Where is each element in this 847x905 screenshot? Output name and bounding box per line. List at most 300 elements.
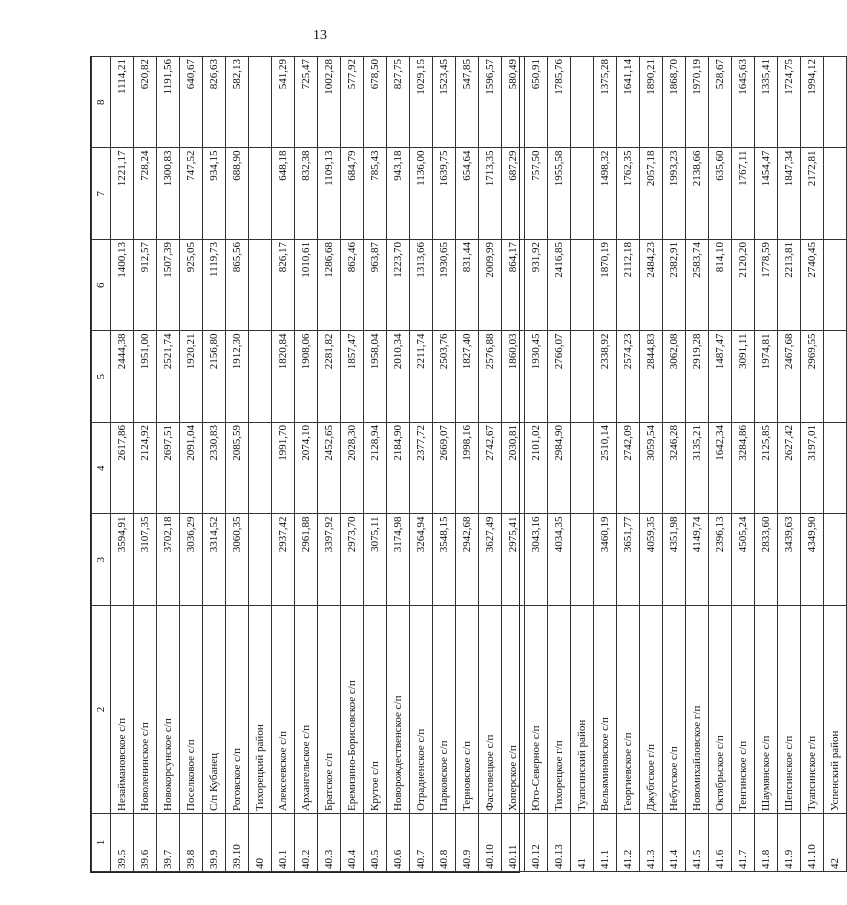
value-cell: 3197,01: [801, 423, 824, 515]
row-code-cell: 40.13: [548, 814, 571, 872]
value-cell: 2697,51: [157, 423, 180, 515]
value-cell: 1191,56: [157, 57, 180, 149]
value-cell: 1641,14: [617, 57, 640, 149]
table-row: [686, 57, 709, 872]
table-row: [709, 57, 732, 872]
value-cell: 943,18: [387, 148, 410, 240]
value-cell: 654,64: [456, 148, 479, 240]
header-cell: 3: [92, 514, 111, 606]
value-cell: [824, 57, 847, 149]
row-name-cell: Парковское с/п: [433, 606, 456, 814]
value-cell: 2984,90: [548, 423, 571, 515]
value-cell: 580,49: [502, 57, 525, 149]
value-cell: 925,05: [180, 240, 203, 332]
value-cell: 4505,24: [732, 514, 755, 606]
row-name-cell: Незаймановское с/п: [111, 606, 134, 814]
table-row: [663, 57, 686, 872]
row-name-cell: Тихорецкое г/п: [548, 606, 571, 814]
value-cell: 2330,83: [203, 423, 226, 515]
value-cell: [824, 423, 847, 515]
row-code-cell: 39.7: [157, 814, 180, 872]
row-name-cell: Шаумянское с/п: [755, 606, 778, 814]
value-cell: 1920,21: [180, 331, 203, 423]
value-cell: 547,85: [456, 57, 479, 149]
value-cell: [571, 331, 594, 423]
value-cell: 1930,45: [525, 331, 548, 423]
row-name-cell: Успенский район: [824, 606, 847, 814]
value-cell: 687,29: [502, 148, 525, 240]
value-cell: 3702,18: [157, 514, 180, 606]
value-cell: 3174,98: [387, 514, 410, 606]
value-cell: 2138,66: [686, 148, 709, 240]
table-row: [525, 57, 548, 872]
value-cell: 1912,30: [226, 331, 249, 423]
value-cell: 865,56: [226, 240, 249, 332]
value-cell: [571, 514, 594, 606]
value-cell: 2030,81: [502, 423, 525, 515]
value-cell: 2120,20: [732, 240, 755, 332]
value-cell: [249, 514, 272, 606]
row-code-cell: 41.6: [709, 814, 732, 872]
value-cell: 1029,15: [410, 57, 433, 149]
value-cell: 2833,60: [755, 514, 778, 606]
table-row: [180, 57, 203, 872]
value-cell: 814,10: [709, 240, 732, 332]
value-cell: 2085,59: [226, 423, 249, 515]
table-row: [364, 57, 387, 872]
row-name-cell: Георгиевское с/п: [617, 606, 640, 814]
value-cell: 2484,23: [640, 240, 663, 332]
value-cell: 648,18: [272, 148, 295, 240]
header-cell: 2: [92, 606, 111, 814]
value-cell: 1300,83: [157, 148, 180, 240]
header-cell: 7: [92, 148, 111, 240]
header-cell: 1: [92, 814, 111, 872]
header-cell: 8: [92, 57, 111, 149]
row-code-cell: 40.2: [295, 814, 318, 872]
row-name-cell: Туапсинский район: [571, 606, 594, 814]
value-cell: 2444,38: [111, 331, 134, 423]
value-cell: 3060,35: [226, 514, 249, 606]
value-cell: 2009,99: [479, 240, 502, 332]
header-cell: 4: [92, 423, 111, 515]
row-code-cell: 40.10: [479, 814, 502, 872]
row-name-cell: Тихорецкий район: [249, 606, 272, 814]
value-cell: 1857,47: [341, 331, 364, 423]
value-cell: 1974,81: [755, 331, 778, 423]
value-cell: 3107,35: [134, 514, 157, 606]
table-row: [755, 57, 778, 872]
value-cell: 912,57: [134, 240, 157, 332]
value-cell: 2101,02: [525, 423, 548, 515]
value-cell: 1010,61: [295, 240, 318, 332]
value-cell: 3284,86: [732, 423, 755, 515]
value-cell: 2574,23: [617, 331, 640, 423]
value-cell: 2521,74: [157, 331, 180, 423]
value-cell: 3036,29: [180, 514, 203, 606]
row-name-cell: Братское с/п: [318, 606, 341, 814]
value-cell: 2416,85: [548, 240, 571, 332]
value-cell: 1958,04: [364, 331, 387, 423]
value-cell: 1785,76: [548, 57, 571, 149]
value-cell: 1993,23: [663, 148, 686, 240]
table-row: [640, 57, 663, 872]
row-name-cell: Юго-Северное с/п: [525, 606, 548, 814]
value-cell: 2125,85: [755, 423, 778, 515]
value-cell: 3075,11: [364, 514, 387, 606]
value-cell: 934,15: [203, 148, 226, 240]
value-cell: 577,92: [341, 57, 364, 149]
value-cell: 528,67: [709, 57, 732, 149]
value-cell: 3594,91: [111, 514, 134, 606]
value-cell: 1002,28: [318, 57, 341, 149]
table-row: [732, 57, 755, 872]
value-cell: 4149,74: [686, 514, 709, 606]
value-cell: 931,92: [525, 240, 548, 332]
value-cell: 2074,10: [295, 423, 318, 515]
value-cell: 1487,47: [709, 331, 732, 423]
row-code-cell: 42: [824, 814, 847, 872]
value-cell: 2396,13: [709, 514, 732, 606]
value-cell: 1870,19: [594, 240, 617, 332]
tariff-table: [90, 56, 841, 873]
value-cell: 620,82: [134, 57, 157, 149]
row-name-cell: Джубгское г/п: [640, 606, 663, 814]
table-row: [341, 57, 364, 872]
table-row: [111, 57, 134, 872]
value-cell: 2467,68: [778, 331, 801, 423]
value-cell: 4059,35: [640, 514, 663, 606]
value-cell: [571, 57, 594, 149]
header-row: [92, 57, 111, 872]
row-name-cell: Туапсинское г/п: [801, 606, 824, 814]
value-cell: 3062,08: [663, 331, 686, 423]
row-code-cell: 40.3: [318, 814, 341, 872]
table-row: [410, 57, 433, 872]
value-cell: [249, 423, 272, 515]
row-code-cell: 40.5: [364, 814, 387, 872]
row-code-cell: 41.10: [801, 814, 824, 872]
value-cell: 1136,00: [410, 148, 433, 240]
value-cell: 2742,67: [479, 423, 502, 515]
value-cell: 3043,16: [525, 514, 548, 606]
value-cell: 3314,52: [203, 514, 226, 606]
value-cell: 1507,39: [157, 240, 180, 332]
value-cell: 2112,18: [617, 240, 640, 332]
value-cell: [249, 148, 272, 240]
value-cell: 2742,09: [617, 423, 640, 515]
value-cell: 2844,83: [640, 331, 663, 423]
value-cell: 3651,77: [617, 514, 640, 606]
row-name-cell: Октябрьское с/п: [709, 606, 732, 814]
value-cell: 3627,49: [479, 514, 502, 606]
table-row: [387, 57, 410, 872]
row-name-cell: Отрадненское с/п: [410, 606, 433, 814]
value-cell: 1778,59: [755, 240, 778, 332]
value-cell: 1847,34: [778, 148, 801, 240]
value-cell: 3397,92: [318, 514, 341, 606]
value-cell: 2452,65: [318, 423, 341, 515]
value-cell: 725,47: [295, 57, 318, 149]
row-code-cell: 39.5: [111, 814, 134, 872]
value-cell: 832,38: [295, 148, 318, 240]
value-cell: 2128,94: [364, 423, 387, 515]
value-cell: 826,17: [272, 240, 295, 332]
value-cell: 1119,73: [203, 240, 226, 332]
row-code-cell: 39.10: [226, 814, 249, 872]
value-cell: 684,79: [341, 148, 364, 240]
value-cell: 862,46: [341, 240, 364, 332]
row-code-cell: 39.8: [180, 814, 203, 872]
value-cell: 678,50: [364, 57, 387, 149]
value-cell: 1375,28: [594, 57, 617, 149]
value-cell: 2172,81: [801, 148, 824, 240]
row-code-cell: 40.9: [456, 814, 479, 872]
value-cell: 2583,74: [686, 240, 709, 332]
table-row: [479, 57, 502, 872]
row-code-cell: 39.9: [203, 814, 226, 872]
value-cell: 2973,70: [341, 514, 364, 606]
row-code-cell: 40.8: [433, 814, 456, 872]
row-name-cell: Крутое с/п: [364, 606, 387, 814]
value-cell: 1930,65: [433, 240, 456, 332]
row-name-cell: Небугское с/п: [663, 606, 686, 814]
row-code-cell: 41.2: [617, 814, 640, 872]
row-name-cell: С/п Кубанец: [203, 606, 226, 814]
value-cell: 864,17: [502, 240, 525, 332]
value-cell: 1820,84: [272, 331, 295, 423]
table-row: [226, 57, 249, 872]
value-cell: 3135,21: [686, 423, 709, 515]
page-number: 13: [313, 28, 327, 43]
value-cell: 728,24: [134, 148, 157, 240]
row-code-cell: 41.7: [732, 814, 755, 872]
table-row: [272, 57, 295, 872]
value-cell: 1286,68: [318, 240, 341, 332]
row-name-cell: Шепсинское с/п: [778, 606, 801, 814]
value-cell: 1454,47: [755, 148, 778, 240]
row-code-cell: 40.4: [341, 814, 364, 872]
value-cell: 1827,40: [456, 331, 479, 423]
value-cell: 1994,12: [801, 57, 824, 149]
row-code-cell: 41.4: [663, 814, 686, 872]
value-cell: 2213,81: [778, 240, 801, 332]
table-row: [778, 57, 801, 872]
value-cell: 963,87: [364, 240, 387, 332]
value-cell: 1908,06: [295, 331, 318, 423]
value-cell: 2211,74: [410, 331, 433, 423]
value-cell: 1596,57: [479, 57, 502, 149]
row-code-cell: 41: [571, 814, 594, 872]
value-cell: 2156,80: [203, 331, 226, 423]
value-cell: 1762,35: [617, 148, 640, 240]
value-cell: 2503,76: [433, 331, 456, 423]
row-name-cell: Новорождественское с/п: [387, 606, 410, 814]
row-name-cell: Архангельское с/п: [295, 606, 318, 814]
row-code-cell: 41.3: [640, 814, 663, 872]
table-row: [157, 57, 180, 872]
value-cell: 1335,41: [755, 57, 778, 149]
row-code-cell: 40.1: [272, 814, 295, 872]
table-row: [594, 57, 617, 872]
value-cell: 3059,54: [640, 423, 663, 515]
value-cell: 1639,75: [433, 148, 456, 240]
value-cell: 2010,34: [387, 331, 410, 423]
value-cell: 1890,21: [640, 57, 663, 149]
value-cell: 1998,16: [456, 423, 479, 515]
value-cell: 2281,82: [318, 331, 341, 423]
value-cell: 2124,92: [134, 423, 157, 515]
value-cell: 3460,19: [594, 514, 617, 606]
table-row: [249, 57, 272, 872]
value-cell: 2627,42: [778, 423, 801, 515]
row-name-cell: Роговское с/п: [226, 606, 249, 814]
value-cell: 1114,21: [111, 57, 134, 149]
value-cell: 2919,28: [686, 331, 709, 423]
value-cell: 1951,00: [134, 331, 157, 423]
value-cell: 688,90: [226, 148, 249, 240]
value-cell: 3548,15: [433, 514, 456, 606]
value-cell: [571, 148, 594, 240]
value-cell: 3246,28: [663, 423, 686, 515]
table-row: [318, 57, 341, 872]
value-cell: 2576,88: [479, 331, 502, 423]
row-code-cell: 40.11: [502, 814, 525, 872]
value-cell: 2028,30: [341, 423, 364, 515]
value-cell: 1523,45: [433, 57, 456, 149]
table-row: [203, 57, 226, 872]
row-name-cell: Еремизино-Борисовское с/п: [341, 606, 364, 814]
value-cell: 2669,07: [433, 423, 456, 515]
table-row: [134, 57, 157, 872]
table-row: [295, 57, 318, 872]
value-cell: 635,60: [709, 148, 732, 240]
value-cell: 1724,75: [778, 57, 801, 149]
row-name-cell: Новокорсунское с/п: [157, 606, 180, 814]
table-row: [502, 57, 525, 872]
row-code-cell: 41.8: [755, 814, 778, 872]
value-cell: 2961,88: [295, 514, 318, 606]
value-cell: [824, 240, 847, 332]
value-cell: 1313,66: [410, 240, 433, 332]
table-row: [548, 57, 571, 872]
value-cell: 1642,34: [709, 423, 732, 515]
row-name-cell: Фастовецкое с/п: [479, 606, 502, 814]
row-code-cell: 40.7: [410, 814, 433, 872]
value-cell: 1109,13: [318, 148, 341, 240]
value-cell: 1868,70: [663, 57, 686, 149]
table-row: [456, 57, 479, 872]
value-cell: 1400,13: [111, 240, 134, 332]
value-cell: 2184,90: [387, 423, 410, 515]
value-cell: 3439,63: [778, 514, 801, 606]
row-code-cell: 40.12: [525, 814, 548, 872]
value-cell: 541,29: [272, 57, 295, 149]
value-cell: 1221,17: [111, 148, 134, 240]
row-name-cell: Хоперское с/п: [502, 606, 525, 814]
value-cell: 1645,63: [732, 57, 755, 149]
value-cell: 785,43: [364, 148, 387, 240]
value-cell: 2740,45: [801, 240, 824, 332]
value-cell: 582,13: [226, 57, 249, 149]
row-code-cell: 39.6: [134, 814, 157, 872]
row-name-cell: Терновское с/п: [456, 606, 479, 814]
row-code-cell: 40: [249, 814, 272, 872]
value-cell: 2766,07: [548, 331, 571, 423]
row-name-cell: Новомихайловское г/п: [686, 606, 709, 814]
value-cell: 831,44: [456, 240, 479, 332]
value-cell: 640,67: [180, 57, 203, 149]
table-row: [617, 57, 640, 872]
value-cell: 2057,18: [640, 148, 663, 240]
table-row: [801, 57, 824, 872]
row-code-cell: 41.1: [594, 814, 617, 872]
value-cell: 2975,41: [502, 514, 525, 606]
value-cell: [571, 423, 594, 515]
value-cell: [824, 514, 847, 606]
value-cell: [824, 331, 847, 423]
value-cell: 4349,90: [801, 514, 824, 606]
value-cell: 3264,94: [410, 514, 433, 606]
row-code-cell: 41.9: [778, 814, 801, 872]
value-cell: 1860,03: [502, 331, 525, 423]
value-cell: 2382,91: [663, 240, 686, 332]
value-cell: 2937,42: [272, 514, 295, 606]
row-name-cell: Алексеевское с/п: [272, 606, 295, 814]
header-cell: 6: [92, 240, 111, 332]
value-cell: 1713,35: [479, 148, 502, 240]
table-body: [92, 57, 847, 872]
value-cell: [249, 57, 272, 149]
value-cell: 2091,04: [180, 423, 203, 515]
header-cell: 5: [92, 331, 111, 423]
value-cell: 1991,70: [272, 423, 295, 515]
value-cell: [249, 331, 272, 423]
value-cell: 747,52: [180, 148, 203, 240]
row-code-cell: 40.6: [387, 814, 410, 872]
table-row: [433, 57, 456, 872]
value-cell: 1970,19: [686, 57, 709, 149]
row-name-cell: Новоленинское с/п: [134, 606, 157, 814]
value-cell: [824, 148, 847, 240]
value-cell: 1767,11: [732, 148, 755, 240]
value-cell: 4034,35: [548, 514, 571, 606]
table-row: [824, 57, 847, 872]
value-cell: 2338,92: [594, 331, 617, 423]
value-cell: 1955,58: [548, 148, 571, 240]
value-cell: 1498,32: [594, 148, 617, 240]
row-name-cell: Тенгинское с/п: [732, 606, 755, 814]
value-cell: 650,91: [525, 57, 548, 149]
value-cell: [571, 240, 594, 332]
row-name-cell: Вельяминовское с/п: [594, 606, 617, 814]
value-cell: [249, 240, 272, 332]
table-row: [571, 57, 594, 872]
value-cell: 827,75: [387, 57, 410, 149]
value-cell: 2617,86: [111, 423, 134, 515]
value-cell: 2969,55: [801, 331, 824, 423]
value-cell: 2510,14: [594, 423, 617, 515]
value-cell: 757,50: [525, 148, 548, 240]
value-cell: 826,63: [203, 57, 226, 149]
row-code-cell: 41.5: [686, 814, 709, 872]
value-cell: 2377,72: [410, 423, 433, 515]
value-cell: 2942,68: [456, 514, 479, 606]
value-cell: 4351,98: [663, 514, 686, 606]
row-name-cell: Поселковое с/п: [180, 606, 203, 814]
value-cell: 3091,11: [732, 331, 755, 423]
value-cell: 1223,70: [387, 240, 410, 332]
